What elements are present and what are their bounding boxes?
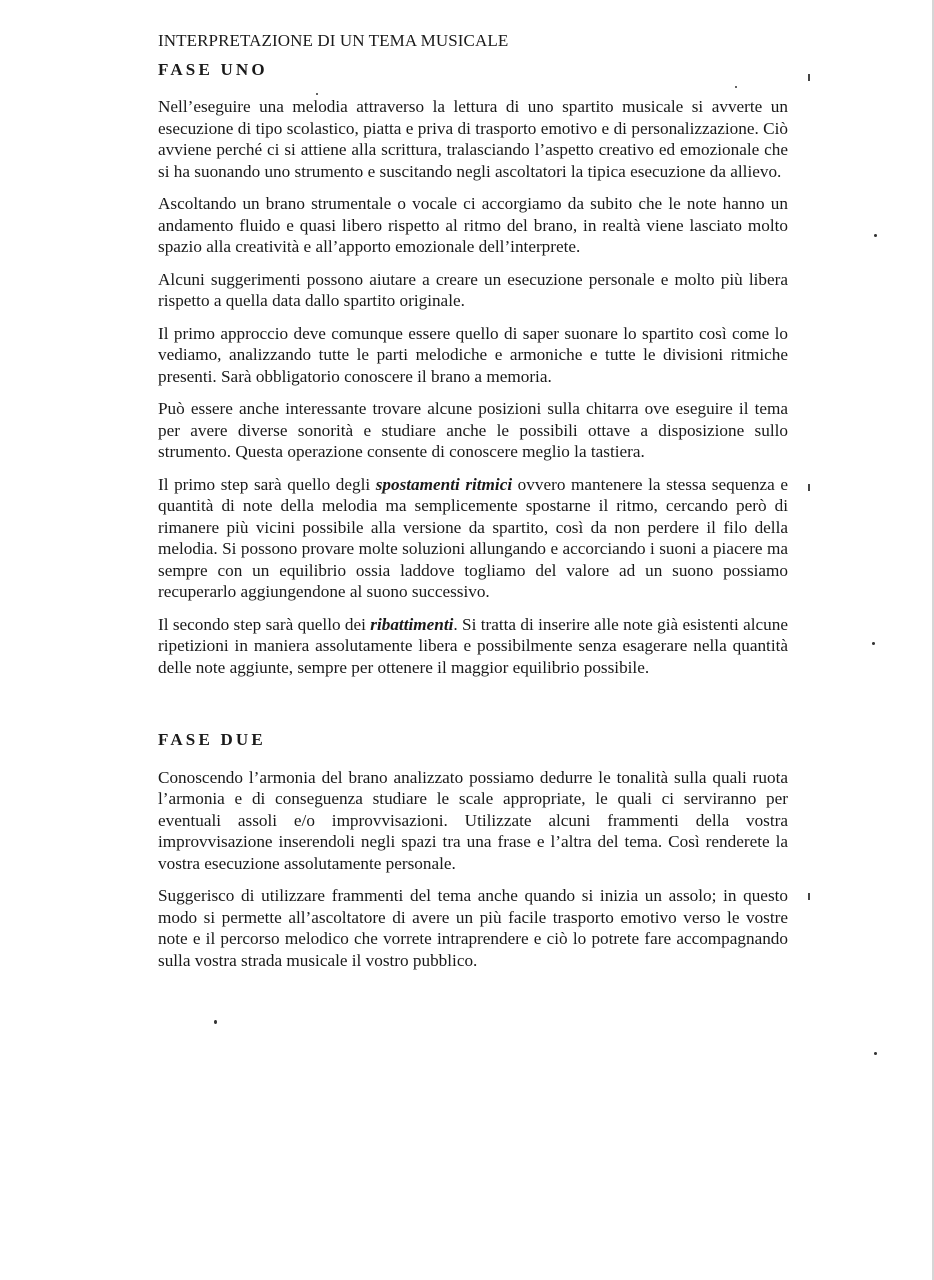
document-title: INTERPRETAZIONE DI UN TEMA MUSICALE bbox=[158, 31, 509, 50]
emphasis-term: ribattimenti bbox=[370, 614, 454, 634]
paragraph-ribattimenti bbox=[158, 614, 788, 679]
section-fase-uno bbox=[158, 59, 788, 679]
section-fase-due bbox=[158, 729, 788, 971]
paragraph-text: Il secondo step sarà quello dei bbox=[158, 614, 371, 634]
section-heading: FASE DUE bbox=[158, 730, 266, 749]
scan-mark bbox=[808, 484, 810, 491]
paragraph: Può essere anche interessante trovare alcune posizioni sulla chitarra ove eseguire il tema per avere diverse sonorità e studiare anche le possibili ottave a disposizione sullo strumento. Questa operazione consente di conoscere meglio la tastiera. bbox=[158, 399, 788, 461]
emphasis-term: spostamenti ritmici bbox=[375, 474, 513, 494]
scan-speck bbox=[874, 234, 877, 237]
scan-mark bbox=[808, 893, 810, 900]
section-heading: FASE UNO bbox=[158, 59, 268, 79]
scan-speck bbox=[214, 1020, 217, 1024]
paragraph-spostamenti bbox=[158, 474, 788, 603]
paragraph: Conoscendo l’armonia del brano analizzato possiamo dedurre le tonalità sulla quali ruota l’armonia e di conseguenza studiare le scale appropriate, le quali ci serviranno per eventuali assoli e/o improvvisazioni. Utilizzate alcuni frammenti della vostra improvvisazione inserendoli negli spazi tra una frase e l’altra del tema. Così renderete la vostra esecuzione assolutamente personale. bbox=[158, 767, 788, 873]
scan-speck bbox=[872, 642, 875, 645]
scan-mark bbox=[808, 74, 810, 81]
paragraph: Nell’eseguire una melodia attraverso la lettura di uno spartito musicale si avverte un esecuzione di tipo scolastico, piatta e priva di trasporto emotivo e di personalizzazione. Ciò avviene perché ci si attiene alla scrittura, tralasciando l’aspetto creativo ed emozionale che si ha suonando uno strumento e suscitando negli ascoltatori la tipica esecuzione da allievo. bbox=[158, 97, 788, 181]
paragraph-text: Il primo step sarà quello degli bbox=[158, 474, 376, 494]
section-spacer bbox=[158, 689, 788, 729]
document-body bbox=[158, 30, 788, 982]
paragraph: Suggerisco di utilizzare frammenti del tema anche quando si inizia un assolo; in questo modo si permette all’ascoltatore di avere un più facile trasporto emotivo verso le vostre note e il percorso melodico che vorrete intraprendere e ciò lo potrete fare accompagnando sulla vostra strada musicale il vostro pubblico. bbox=[158, 886, 788, 970]
paragraph: Il primo approccio deve comunque essere quello di saper suonare lo spartito così come lo vediamo, analizzando tutte le parti melodiche e armoniche e tutte le divisioni ritmiche presenti. Sarà obbligatorio conoscere il brano a memoria. bbox=[158, 323, 788, 386]
paragraph-text: ovvero mantenere la stessa sequenza e quantità di note della melodia ma semplicemente spostarne il ritmo, cercando però di rimanere più vicini possibile alla versione da spartito, così da non perdere il filo della melodia. Si possono provare molte soluzioni allungando e accorciando i suoni a piacere ma sempre con un equilibrio ossia laddove togliamo del valore ad un suono possiamo recuperarlo aggiungendone al suono successivo. bbox=[158, 474, 788, 601]
paragraph: Ascoltando un brano strumentale o vocale ci accorgiamo da subito che le note hanno un andamento fluido e quasi libero rispetto al ritmo del brano, in realtà viene lasciato molto spazio alla creatività e all’apporto emozionale dell’interprete. bbox=[158, 194, 788, 256]
scan-speck bbox=[874, 1052, 877, 1055]
paragraph-text: . Si tratta di inserire alle note già esistenti alcune ripetizioni in maniera assolutamente libera e possibilmente senza esagerare nella quantità delle note aggiunte, sempre per ottenere il maggior equilibrio possibile. bbox=[158, 614, 788, 677]
paragraph: Alcuni suggerimenti possono aiutare a creare un esecuzione personale e molto più libera rispetto a quella data dallo spartito originale. bbox=[158, 269, 788, 310]
